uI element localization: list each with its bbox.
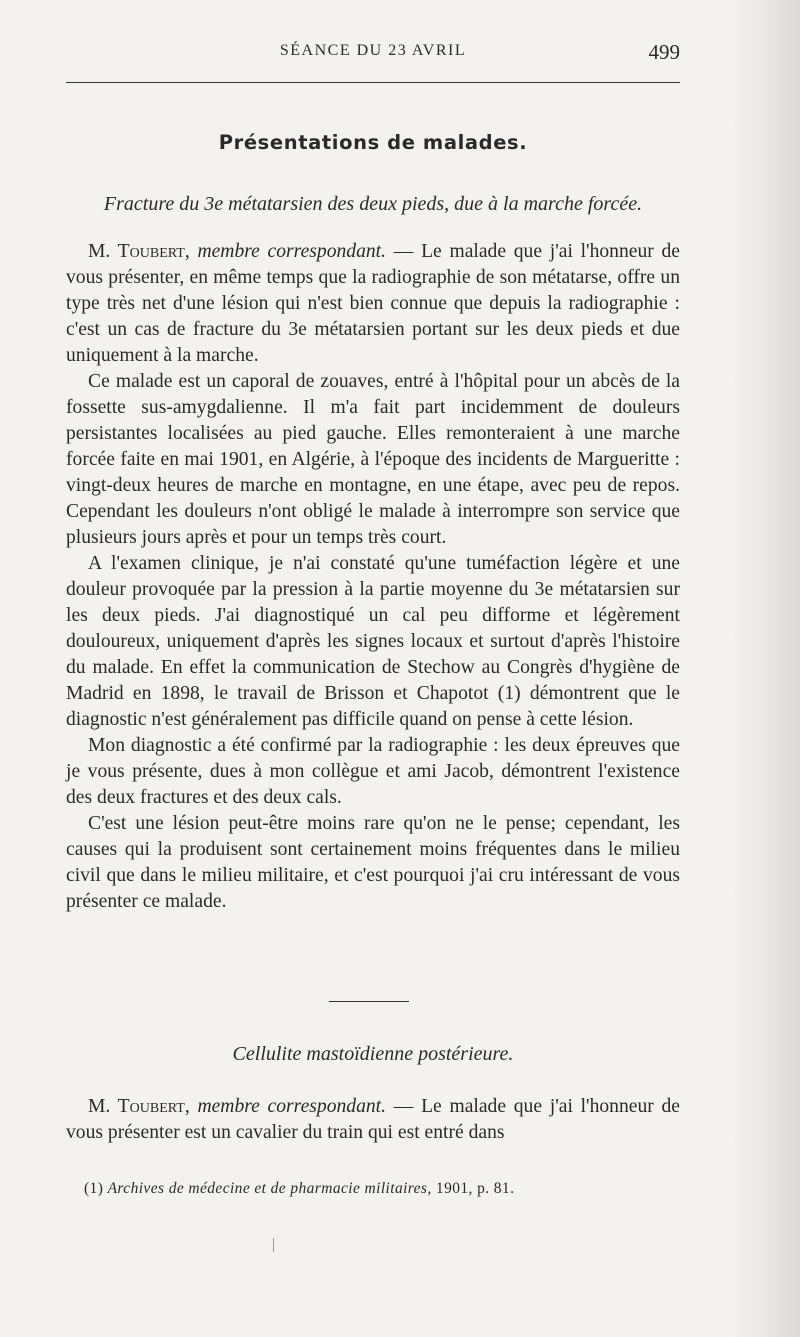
header-title: SÉANCE DU 23 AVRIL [279, 42, 467, 59]
print-mark [273, 1238, 274, 1252]
case1-body [66, 239, 680, 915]
case2-role: membre correspondant. [197, 1096, 387, 1117]
case1-paragraph-text: — Le malade que j'ai l'honneur de vous présenter, en même temps que la radiographie de son métatarse, offre un type très net d'une lésion qui n'est bien connue que depuis la radiographie : c'est un cas de fracture du 3e métatarsien portant sur les deux pieds et due uniquement à la marche. [66, 241, 680, 366]
case2-paragraph-text: — Le malade que j'ai l'honneur de vous présenter est un cavalier du train qui est entré dans [66, 1096, 680, 1143]
footnote-journal: Archives de médecine et de pharmacie militaires, [107, 1180, 432, 1197]
case2-body [66, 1094, 680, 1146]
footnote [84, 1180, 514, 1198]
section-title: Présentations de malades. [218, 131, 528, 154]
case1-role: membre correspondant. [197, 241, 387, 262]
case1-title: Fracture du 3e métatarsien des deux pieds, due à la marche forcée. [103, 193, 643, 215]
header-rule [66, 82, 680, 83]
running-header [66, 40, 680, 64]
page-edge-shadow [730, 0, 800, 1337]
case1-author: M. Toubert, [88, 241, 190, 262]
case2-paragraph [66, 1094, 680, 1146]
case1-paragraph [66, 239, 680, 369]
case2-title: Cellulite mastoïdienne postérieure. [232, 1043, 514, 1065]
case2-author: M. Toubert, [88, 1096, 190, 1117]
footnote-marker: (1) [84, 1180, 104, 1197]
case1-paragraph: C'est une lésion peut-être moins rare qu'on ne le pense; cependant, les causes qui la produisent sont certainement moins fréquentes dans le milieu civil que dans le milieu militaire, et c'est pourquoi j'ai cru intéressant de vous présenter ce malade. [66, 813, 680, 912]
footnote-ref: 1901, p. 81. [435, 1180, 515, 1197]
section-divider [329, 1001, 409, 1002]
case1-paragraph: Mon diagnostic a été confirmé par la radiographie : les deux épreuves que je vous présente, dues à mon collègue et ami Jacob, démontrent l'existence des deux fractures et des deux cals. [66, 735, 680, 808]
case1-paragraph: Ce malade est un caporal de zouaves, entré à l'hôpital pour un abcès de la fossette sus-amygdalienne. Il m'a fait part incidemment de douleurs persistantes localisées au pied gauche. Elles remonteraient à une marche forcée faite en mai 1901, en Algérie, à l'époque des incidents de Margueritte : vingt-deux heures de marche en montagne, en une étape, avec peu de repos. Cependant les douleurs n'ont obligé le malade à interrompre son service que plusieurs jours après et pour un temps très court. [66, 371, 680, 548]
case1-paragraph: A l'examen clinique, je n'ai constaté qu'une tuméfaction légère et une douleur provoquée par la pression à la partie moyenne du 3e métatarsien sur les deux pieds. J'ai diagnostiqué un cal peu difforme et légèrement douloureux, uniquement d'après les signes locaux et surtout d'après l'histoire du malade. En effet la communication de Stechow au Congrès d'hygiène de Madrid en 1898, le travail de Brisson et Chapotot (1) démontrent que le diagnostic n'est généralement pas difficile quand on pense à cette lésion. [66, 553, 680, 730]
page-number: 499 [648, 40, 680, 64]
